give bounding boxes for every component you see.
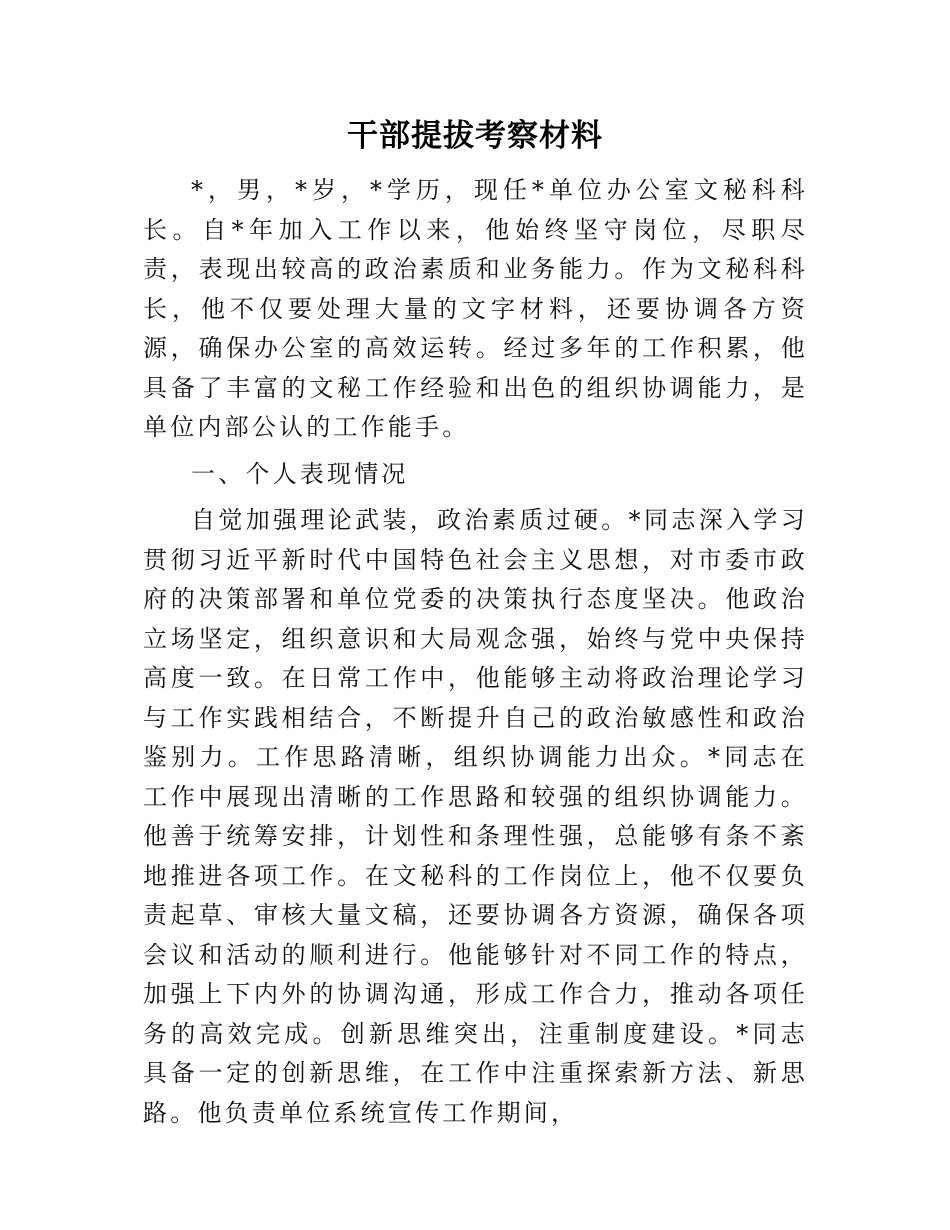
section-heading: 一、个人表现情况 bbox=[191, 459, 409, 488]
document-title: 干部提拔考察材料 bbox=[347, 118, 603, 154]
document-body bbox=[143, 171, 808, 1133]
intro-paragraph: *，男，*岁，*学历，现任*单位办公室文秘科科长。自*年加入工作以来，他始终坚守岗位，尽职尽责，表现出较高的政治素质和业务能力。作为文秘科科长，他不仅要处理大量的文字材料，还要协调各方资源，确保办公室的高效运转。经过多年的工作积累，他具备了丰富的文秘工作经验和出色的组织协调能力，是单位内部公认的工作能手。 bbox=[143, 176, 808, 441]
section-paragraph: 自觉加强理论武装，政治素质过硬。*同志深入学习贯彻习近平新时代中国特色社会主义思想，对市委市政府的决策部署和单位党委的决策执行态度坚决。他政治立场坚定，组织意识和大局观念强，始终与党中央保持高度一致。在日常工作中，他能够主动将政治理论学习与工作实践相结合，不断提升自己的政治敏感性和政治鉴别力。工作思路清晰，组织协调能力出众。*同志在工作中展现出清晰的工作思路和较强的组织协调能力。他善于统筹安排，计划性和条理性强，总能够有条不紊地推进各项工作。在文秘科的工作岗位上，他不仅要负责起草、审核大量文稿，还要协调各方资源，确保各项会议和活动的顺利进行。他能够针对不同工作的特点，加强上下内外的协调沟通，形成工作合力，推动各项任务的高效完成。创新思维突出，注重制度建设。*同志具备一定的创新思维，在工作中注重探索新方法、新思路。他负责单位系统宣传工作期间， bbox=[143, 506, 808, 1127]
